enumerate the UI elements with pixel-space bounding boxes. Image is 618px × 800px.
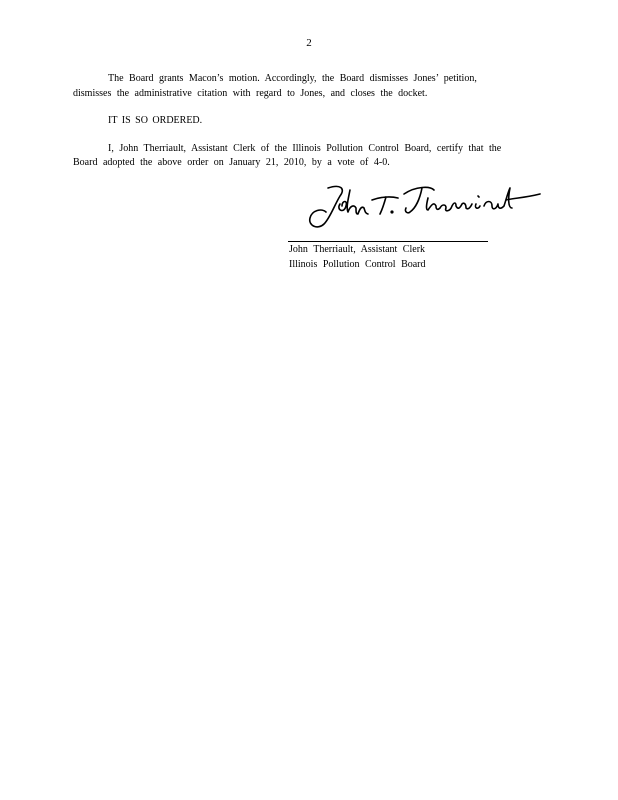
order-statement: IT IS SO ORDERED. [108, 115, 203, 126]
certification-line-2: Board adopted the above order on January 21, 2010, by a vote of 4-0. [73, 157, 390, 168]
paragraph-line-1: The Board grants Macon’s motion. Accordingly, the Board dismisses Jones’ petition, [108, 73, 477, 84]
handwritten-signature [300, 178, 550, 238]
paragraph-line-2: dismisses the administrative citation with regard to Jones, and closes the docket. [73, 88, 428, 99]
page-number: 2 [306, 37, 312, 49]
signatory-organization: Illinois Pollution Control Board [289, 259, 426, 270]
certification-line-1: I, John Therriault, Assistant Clerk of the Illinois Pollution Control Board, certify that the [108, 143, 502, 154]
signatory-name-title: John Therriault, Assistant Clerk [289, 244, 426, 255]
signature-line [288, 241, 488, 242]
